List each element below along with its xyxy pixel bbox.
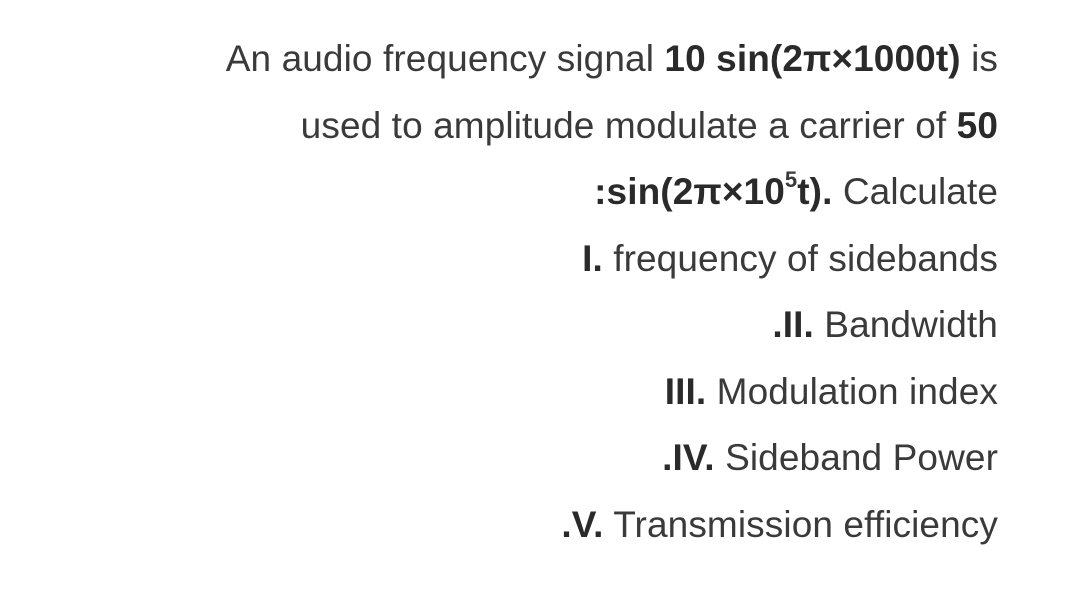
problem-statement (58, 26, 998, 558)
question-marker: .II. (772, 304, 814, 345)
question-text: Bandwidth (813, 304, 998, 345)
question-marker: .IV. (662, 437, 715, 478)
carrier-expression-end: t). (797, 171, 833, 212)
question-marker: III. (664, 370, 707, 412)
problem-line-2-text: used to amplitude modulate a carrier of (300, 104, 957, 146)
question-marker: I. (582, 237, 603, 279)
question-item-4 (58, 425, 998, 492)
question-text: frequency of sidebands (602, 237, 998, 279)
problem-line-1-text: An audio frequency signal (225, 38, 665, 79)
problem-line-1 (58, 26, 998, 93)
question-item-3 (58, 359, 998, 426)
question-marker: .V. (561, 503, 604, 545)
problem-line-2 (58, 93, 998, 160)
carrier-amplitude: 50 (956, 104, 998, 146)
carrier-expression-start: :sin(2π×10 (594, 171, 785, 212)
question-text: Transmission efficiency (603, 503, 998, 545)
problem-line-1-tail: is (960, 38, 998, 79)
question-item-5 (58, 492, 998, 559)
modulating-signal-expression: 10 sin(2π×1000t) (664, 38, 961, 79)
question-item-2 (58, 292, 998, 359)
question-text: Sideband Power (714, 437, 998, 478)
calculate-label: Calculate (832, 171, 998, 212)
problem-line-3 (58, 159, 998, 226)
question-text: Modulation index (706, 370, 998, 412)
question-item-1 (58, 226, 998, 293)
carrier-exponent: 5 (784, 166, 798, 192)
